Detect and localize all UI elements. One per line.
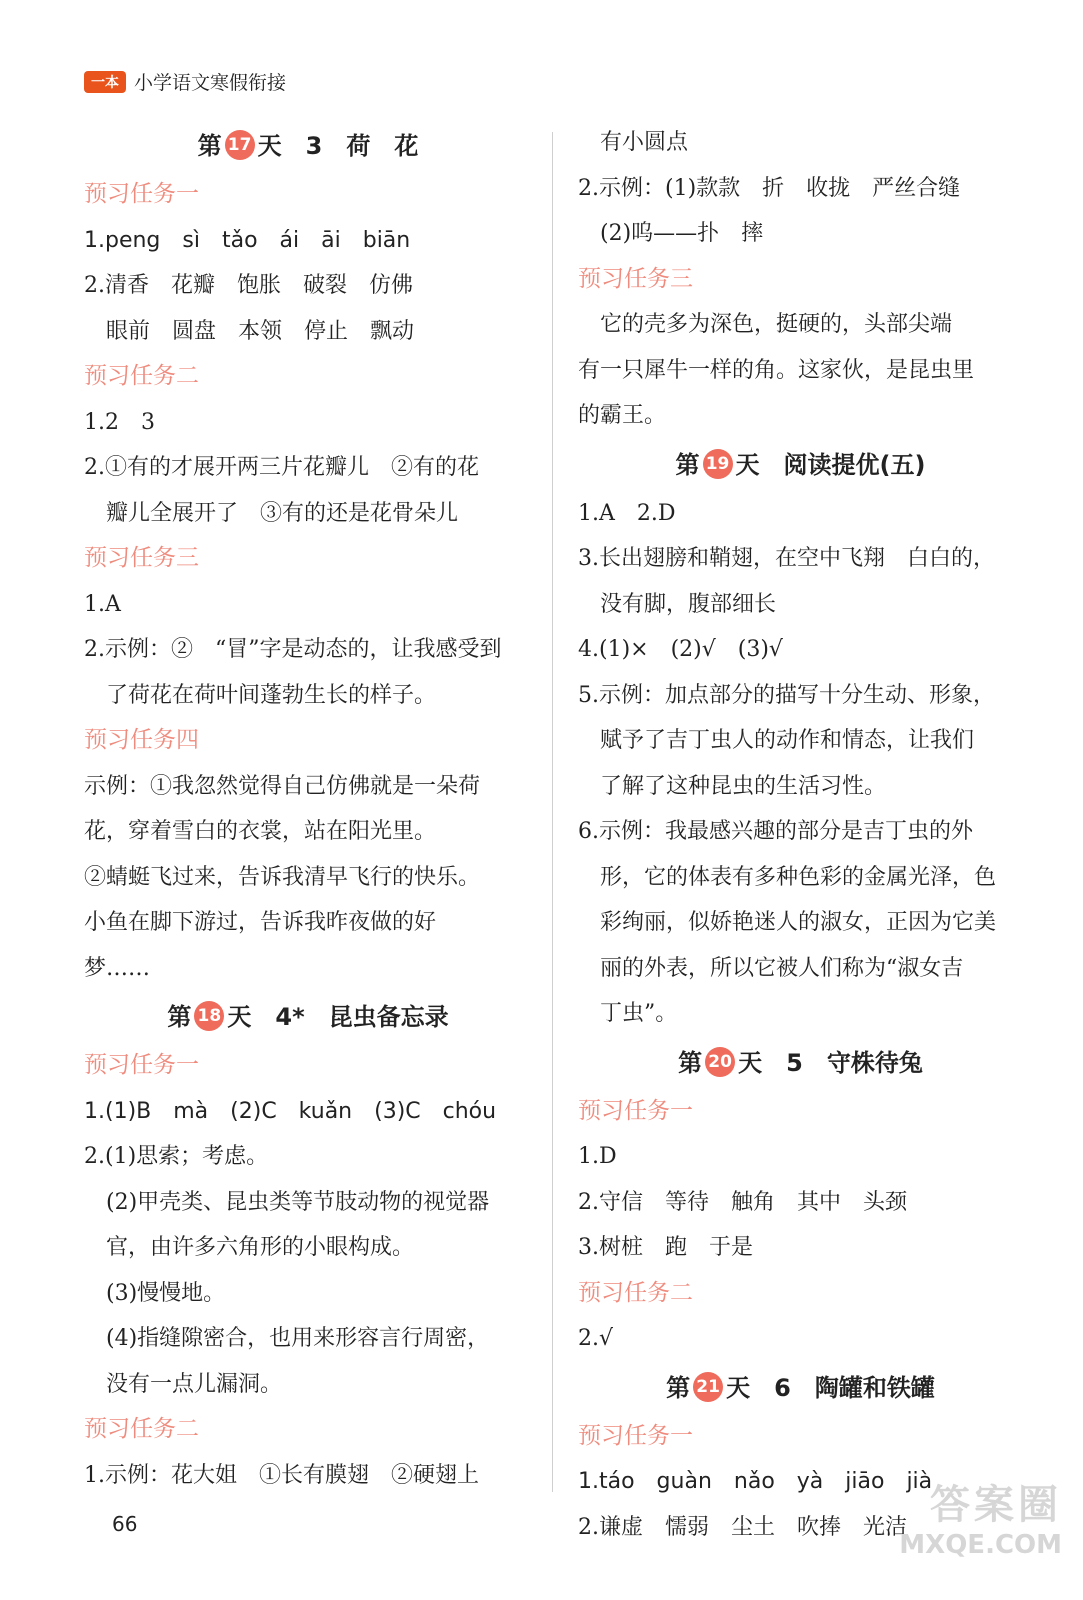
book-title: 小学语文寒假衔接 xyxy=(134,72,287,94)
answer-line: 1.táo guàn nǎo yà jiāo jià xyxy=(578,1469,933,1494)
watermark xyxy=(872,1480,1062,1560)
answer-line: ②蜻蜓飞过来，告诉我清早飞行的快乐。 xyxy=(84,864,481,890)
day-heading xyxy=(578,1037,1023,1089)
watermark-cn: 答案圈 xyxy=(930,1482,1062,1528)
answer-line: 花，穿着雪白的衣裳，站在阳光里。 xyxy=(84,819,437,844)
answer-line: 眼前 圆盘 本领 停止 飘动 xyxy=(106,318,415,344)
answer-line: 2.清香 花瓣 饱胀 破裂 仿佛 xyxy=(84,273,413,298)
answer-line: (2)甲壳类、昆虫类等节肢动物的视觉器 xyxy=(106,1189,490,1215)
answer-line: 1.D xyxy=(578,1144,617,1169)
day-title: 天 4* 昆虫备忘录 xyxy=(227,1003,449,1031)
day-title: 天 6 陶罐和铁罐 xyxy=(726,1373,935,1402)
day-heading xyxy=(578,439,1023,491)
day-heading xyxy=(84,120,532,172)
answer-line: 1.A xyxy=(84,591,121,617)
publisher-logo: 一本 xyxy=(84,71,126,93)
answer-line: 1.示例：花大姐 ①长有膜翅 ②硬翅上 xyxy=(84,1462,479,1488)
right-column xyxy=(578,120,1023,1550)
answer-line: 4.(1)× (2)√ (3)√ xyxy=(578,637,783,662)
answer-line: 梦…… xyxy=(84,955,151,981)
left-column xyxy=(84,120,532,1498)
answer-line: (3)慢慢地。 xyxy=(106,1280,226,1306)
task-heading: 预习任务三 xyxy=(578,265,693,292)
answer-line: 赋予了吉丁虫人的动作和情态，让我们 xyxy=(600,728,975,753)
answer-line: 2.(1)思索；考虑。 xyxy=(84,1144,269,1169)
answer-line: 1.2 3 xyxy=(84,409,155,435)
day-number-badge: 20 xyxy=(705,1047,735,1077)
day-heading xyxy=(84,991,532,1043)
task-heading: 预习任务一 xyxy=(84,181,199,207)
task-heading: 预习任务二 xyxy=(84,363,199,389)
page-number: 66 xyxy=(112,1512,138,1536)
answer-line: 2.√ xyxy=(578,1326,614,1351)
day-title: 天 5 守株待兔 xyxy=(738,1048,923,1077)
day-number-badge: 21 xyxy=(693,1372,723,1402)
answer-line: 彩绚丽，似娇艳迷人的淑女，正因为它美 xyxy=(600,910,997,935)
day-number-badge: 18 xyxy=(194,1001,224,1031)
task-heading: 预习任务一 xyxy=(578,1097,693,1124)
answer-line: 丽的外表，所以它被人们称为“淑女吉 xyxy=(600,955,964,981)
day-prefix: 第 xyxy=(675,450,700,479)
answer-line: 没有脚，腹部细长 xyxy=(600,591,777,617)
task-heading: 预习任务一 xyxy=(84,1052,199,1078)
answer-line: 3.长出翅膀和鞘翅，在空中飞翔 白白的， xyxy=(578,546,995,571)
answer-line: 它的壳多为深色，挺硬的，头部尖端 xyxy=(600,312,953,337)
answer-line: 2.①有的才展开两三片花瓣儿 ②有的花 xyxy=(84,455,479,480)
answer-line: 3.树桩 跑 于是 xyxy=(578,1235,753,1260)
answer-line: 丁虫”。 xyxy=(600,1001,678,1026)
task-heading: 预习任务四 xyxy=(84,727,199,753)
answer-line: 1.A 2.D xyxy=(578,500,676,526)
answer-line: 示例：①我忽然觉得自己仿佛就是一朵荷 xyxy=(84,773,481,799)
answer-line: 瓣儿全展开了 ③有的还是花骨朵儿 xyxy=(106,500,459,526)
answer-line: 了荷花在荷叶间蓬勃生长的样子。 xyxy=(106,682,437,708)
answer-line: (2)呜——扑 摔 xyxy=(600,221,764,246)
day-number-badge: 19 xyxy=(703,449,733,479)
day-title: 天 3 荷 花 xyxy=(257,132,419,160)
answer-line: 小鱼在脚下游过，告诉我昨夜做的好 xyxy=(84,910,437,935)
task-heading: 预习任务三 xyxy=(84,545,199,571)
answer-line: 的霸王。 xyxy=(578,403,667,428)
answer-line: 2.示例：② “冒”字是动态的，让我感受到 xyxy=(84,637,502,662)
day-prefix: 第 xyxy=(678,1048,703,1077)
day-title: 天 阅读提优(五) xyxy=(735,450,926,479)
page-header xyxy=(84,68,286,95)
column-divider xyxy=(552,132,553,1492)
answer-line: 1.peng sì tǎo ái āi biān xyxy=(84,227,411,253)
answer-line: 没有一点儿漏洞。 xyxy=(106,1371,283,1397)
day-prefix: 第 xyxy=(167,1003,192,1031)
task-heading: 预习任务二 xyxy=(578,1279,693,1306)
day-prefix: 第 xyxy=(197,132,222,160)
watermark-en: MXQE.COM xyxy=(899,1530,1062,1560)
answer-line: 了解了这种昆虫的生活习性。 xyxy=(600,773,887,799)
answer-line: 有小圆点 xyxy=(600,130,689,155)
day-heading xyxy=(578,1362,1023,1414)
day-number-badge: 17 xyxy=(225,130,255,160)
task-heading: 预习任务二 xyxy=(84,1416,199,1442)
answer-line: 有一只犀牛一样的角。这家伙，是昆虫里 xyxy=(578,357,975,383)
answer-line: (4)指缝隙密合，也用来形容言行周密， xyxy=(106,1326,490,1351)
answer-line: 官，由许多六角形的小眼构成。 xyxy=(106,1235,415,1260)
answer-line: 2.守信 等待 触角 其中 头颈 xyxy=(578,1189,907,1215)
answer-line: 6.示例：我最感兴趣的部分是吉丁虫的外 xyxy=(578,819,973,844)
answer-line: 5.示例：加点部分的描写十分生动、形象， xyxy=(578,682,995,708)
answer-line: 1.(1)B mà (2)C kuǎn (3)C chóu xyxy=(84,1098,497,1124)
answer-line: 2.谦虚 懦弱 尘土 吹捧 光洁 xyxy=(578,1514,907,1540)
answer-line: 2.示例：(1)款款 折 收拢 严丝合缝 xyxy=(578,175,961,201)
task-heading: 预习任务一 xyxy=(578,1422,693,1449)
day-prefix: 第 xyxy=(666,1373,691,1402)
answer-line: 形，它的体表有多种色彩的金属光泽，色 xyxy=(600,864,997,890)
